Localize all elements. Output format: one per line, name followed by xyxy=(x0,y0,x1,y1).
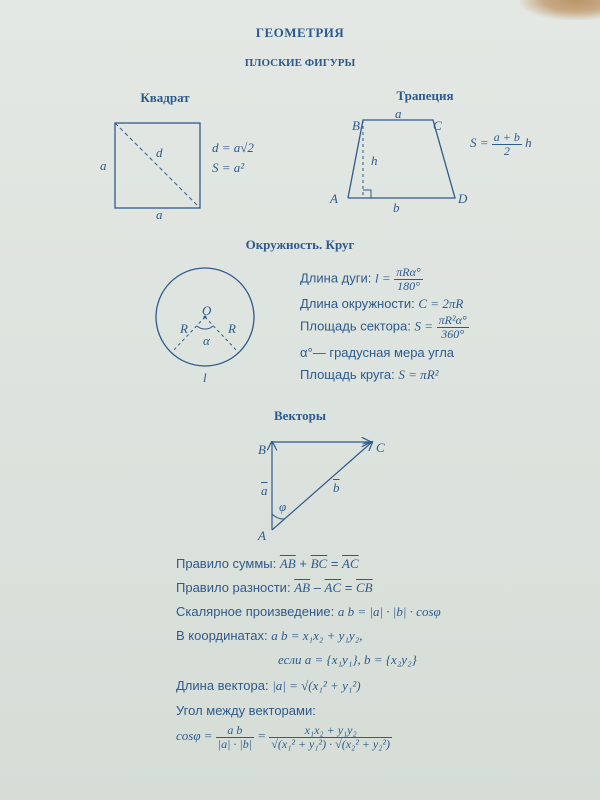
page-title: ГЕОМЕТРИЯ xyxy=(255,25,345,40)
square-formula-area: S = a² xyxy=(212,160,245,175)
circle-title: Окружность. Круг xyxy=(245,237,355,252)
square-side-left-label: a xyxy=(100,158,107,173)
circle-angle-label: α xyxy=(203,333,210,348)
vector-point-c: C xyxy=(376,440,385,455)
angle-between-label: Угол между векторами: xyxy=(176,703,316,718)
sum-rule: Правило суммы: $\overline{AB} + \overline{BC} = \overline{AC}$ xyxy=(176,556,359,571)
trapezoid-bottom-label: b xyxy=(393,200,400,215)
difference-rule: Правило разности: $\overline{AB} - \overline{AC} = \overline{CB}$ xyxy=(176,580,373,595)
vector-point-b: B xyxy=(258,442,266,457)
circle-arc-label: l xyxy=(203,370,207,385)
vector-angle-label: φ xyxy=(279,499,287,514)
trapezoid-vertex-b: B xyxy=(352,118,360,133)
trapezoid-top-label: a xyxy=(395,106,402,121)
trapezoid-formula-area: S = $\frac{a + b}{2}$ h xyxy=(470,130,532,158)
square-formula-diagonal: d = a√2 xyxy=(212,140,254,155)
circle-area-formula: Площадь круга: S = πR² xyxy=(300,367,439,382)
angle-between-formula: cosφ = $\frac{\text{a b}}{|a| \cdot |b|}$ = $\frac{\text{x₁x₂ + y₁y₂}}{\text{√(x₁² + y₁²) · √(x₂² + y₂²)}}$ xyxy=(176,723,391,751)
vector-b-label: $\overline{b}$ xyxy=(333,480,340,495)
circumference-formula: Длина окружности: C = 2πR xyxy=(300,296,464,311)
trapezoid-vertex-d: D xyxy=(458,191,468,206)
square-title: Квадрат xyxy=(140,90,190,105)
circle-center-label: O xyxy=(202,303,212,318)
square-diagram xyxy=(95,115,215,225)
square-side-bottom-label: a xyxy=(156,207,163,222)
circle-radius-left-label: R xyxy=(180,321,188,336)
vector-a-label: $\overline{a}$ xyxy=(261,483,268,498)
trapezoid-title: Трапеция xyxy=(396,88,454,103)
scalar-product: Скалярное произведение: a b = |a| · |b| · cosφ xyxy=(176,604,441,619)
trapezoid-vertex-a: A xyxy=(330,191,338,206)
vectors-diagram xyxy=(250,430,390,545)
trapezoid-height-label: h xyxy=(371,153,378,168)
coordinates-formula: В координатах: a b = x₁x₂ + y₁y₂, xyxy=(176,628,363,643)
sector-area-formula: Площадь сектора: S = $\frac{\text{πR²α°}}{360^\circ}$ xyxy=(300,313,467,341)
coordinates-condition: если a = {x₁y₁}, b = {x₂y₂} xyxy=(278,652,417,667)
degree-note: α°— градусная мера угла xyxy=(300,345,455,360)
vector-point-a: A xyxy=(258,528,266,543)
trapezoid-vertex-c: C xyxy=(433,118,442,133)
square-diagonal-label: d xyxy=(156,145,163,160)
vector-length-formula: Длина вектора: |a| = √(x₁² + y₁²) xyxy=(176,678,361,693)
photo-corner-shadow xyxy=(520,0,600,20)
vectors-title: Векторы xyxy=(273,408,327,423)
circle-radius-right-label: R xyxy=(228,321,236,336)
section-subtitle: ПЛОСКИЕ ФИГУРЫ xyxy=(244,57,356,69)
arc-length-formula: Длина дуги: l = $\frac{\text{πRα°}}{180^\circ}$ xyxy=(300,265,421,293)
